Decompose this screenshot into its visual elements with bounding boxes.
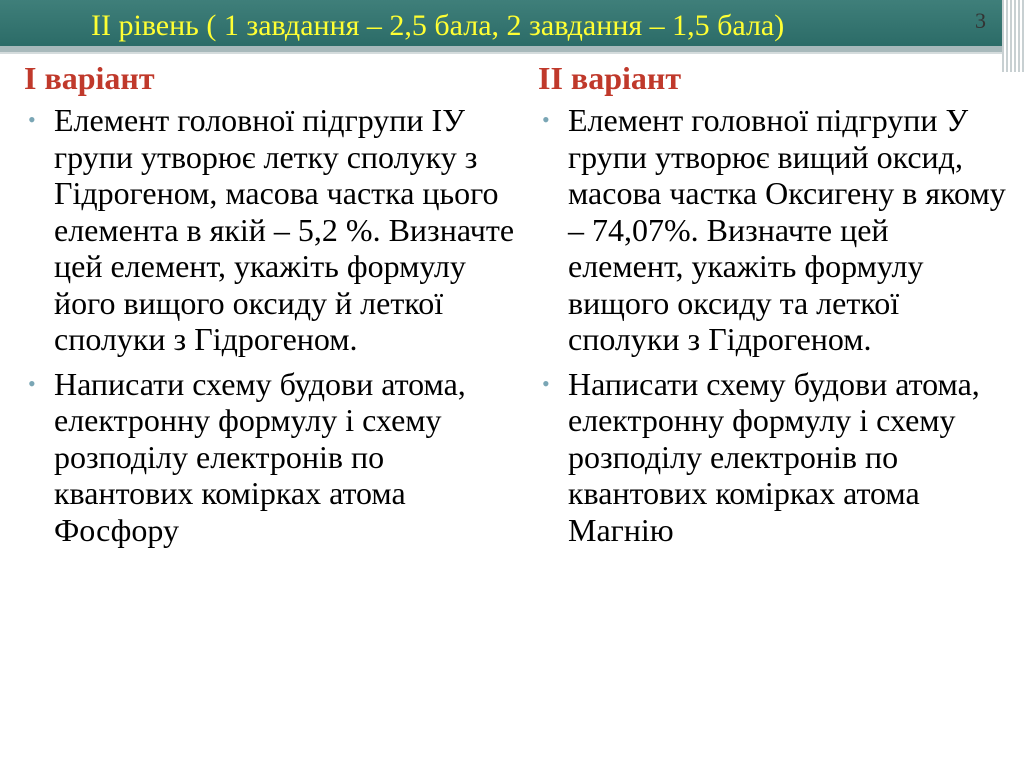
variant-2-column — [538, 60, 1008, 556]
variant-2-task-1-text: Елемент головної підгрупи У групи утворює вищий оксид, масова частка Оксигену в якому – 74,07%. Визначте цей елемент, укажіть формулу вищого оксиду та леткої сполуки з Гідрогеном. — [568, 102, 1006, 357]
bullet-icon: • — [28, 370, 36, 396]
variant-1-task-2-text: Написати схему будови атома, електронну формулу і схему розподілу електронів по квантових комірках атома Фосфору — [54, 365, 466, 548]
variant-1-task-1 — [24, 102, 514, 358]
slide-title: ІІ рівень ( 1 завдання – 2,5 бала, 2 завдання – 1,5 бала) — [91, 9, 785, 42]
bullet-icon: • — [542, 370, 550, 396]
variant-2-heading: ІІ варіант — [538, 60, 682, 96]
variant-1-task-2 — [24, 366, 514, 549]
variant-2-task-1 — [538, 102, 1008, 358]
accent-strip — [0, 46, 1024, 52]
variant-2-task-2-text: Написати схему будови атома, електронну формулу і схему розподілу електронів по квантових комірках атома Магнію — [568, 365, 980, 548]
variant-2-task-2 — [538, 366, 1008, 549]
variant-1-column — [24, 60, 514, 556]
bullet-icon: • — [28, 107, 36, 132]
variant-1-heading: І варіант — [24, 60, 155, 96]
bullet-icon: • — [542, 107, 550, 132]
slide-number: 3 — [975, 8, 986, 33]
variant-1-task-1-text: Елемент головної підгрупи ІУ групи утворює летку сполуку з Гідрогеном, масова частка цього елемента в якій – 5,2 %. Визначте цей елемент, укажіть формулу його вищого оксиду й леткої сполуки з Гідрогеном. — [54, 102, 515, 357]
variant-2-task-list — [538, 102, 1008, 548]
variant-1-task-list — [24, 102, 514, 548]
